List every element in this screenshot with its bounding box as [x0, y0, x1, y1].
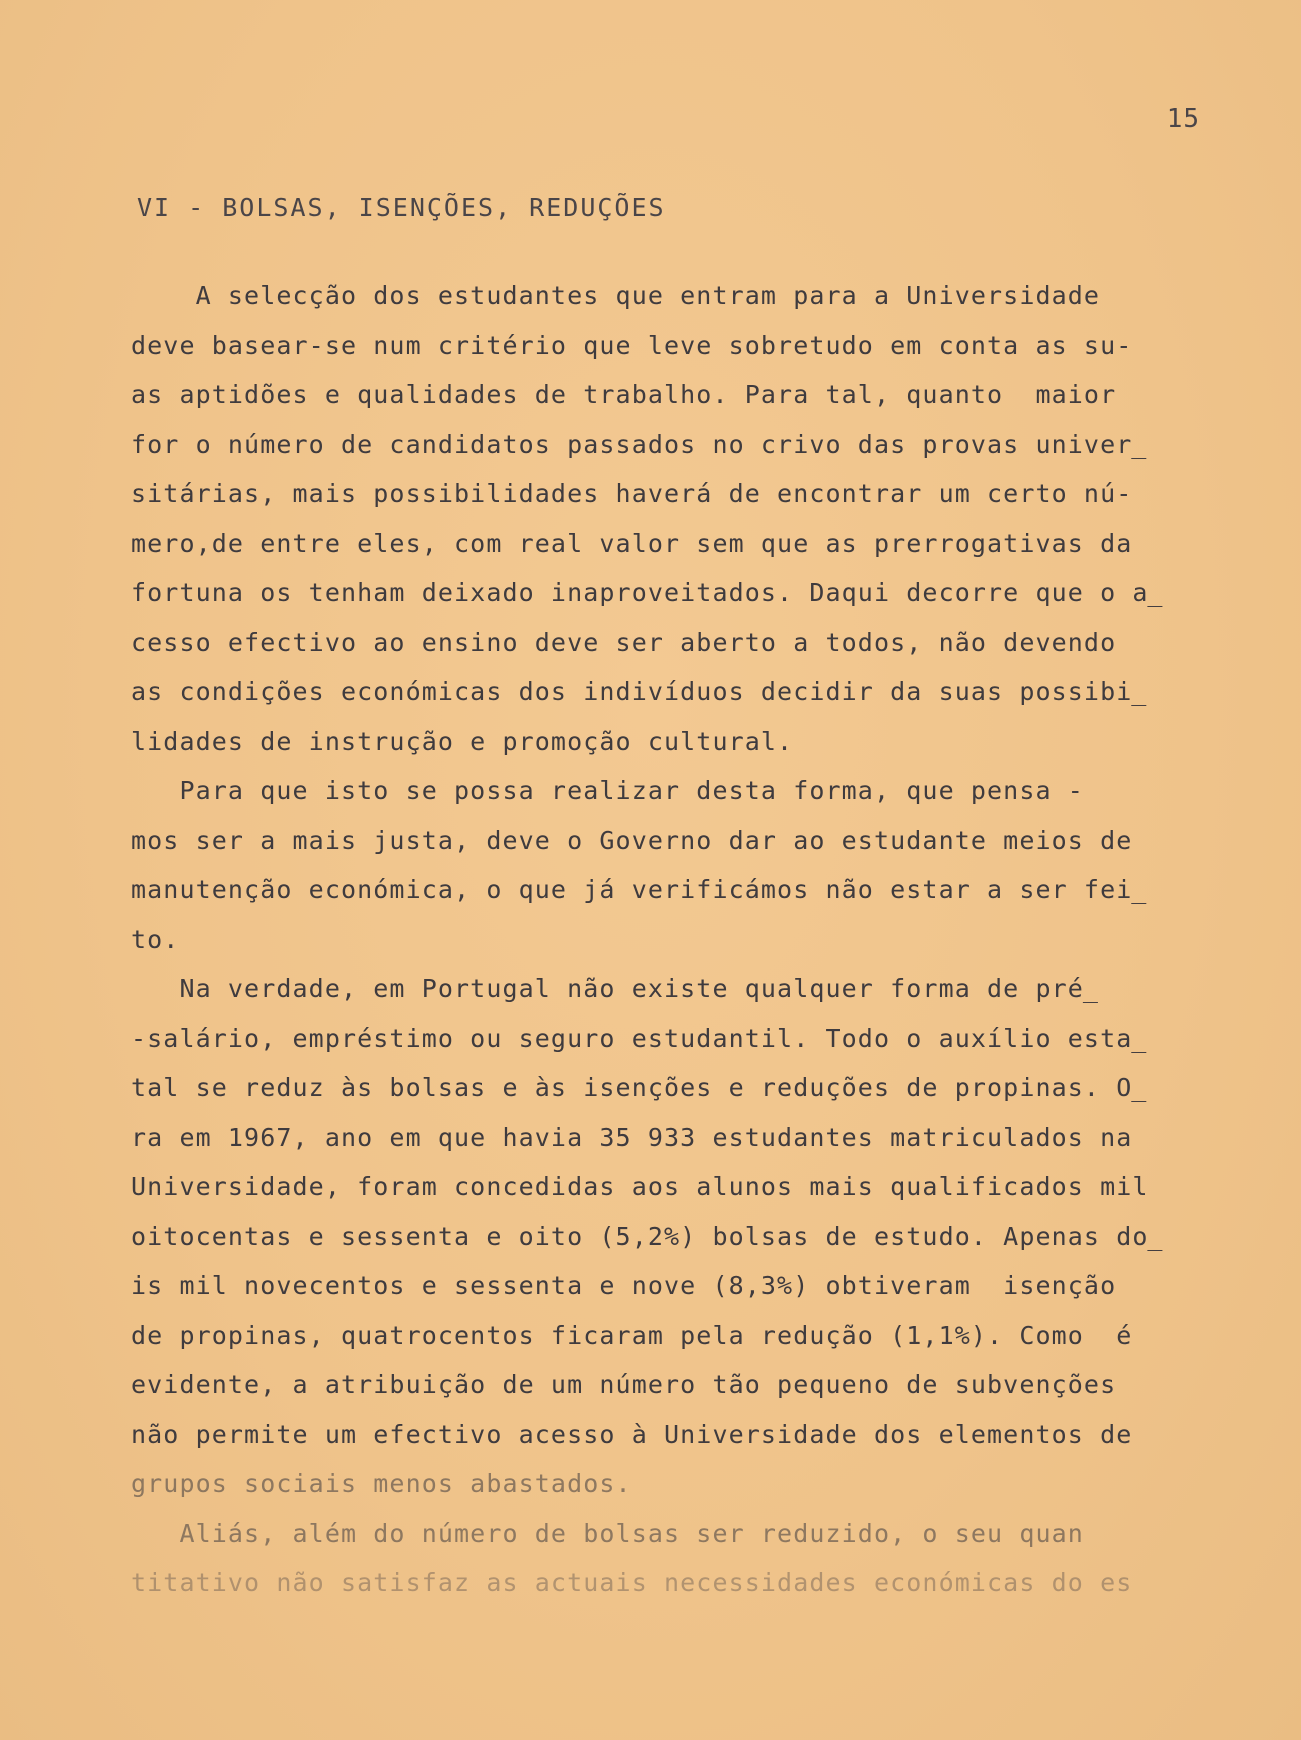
text-line: não permite um efectivo acesso à Universidade dos elementos de [131, 1419, 1133, 1449]
body-text [131, 276, 1191, 1613]
text-line: to. [131, 924, 180, 954]
text-line: cesso efectivo ao ensino deve ser aberto a todos, não devendo [131, 627, 1117, 657]
text-line: fortuna os tenham deixado inaproveitados. Daqui decorre que o a̲ [131, 578, 1164, 607]
text-line: grupos sociais menos abastados. [131, 1469, 632, 1498]
text-line: deve basear-se num critério que leve sobretudo em conta as su- [131, 330, 1133, 360]
text-line: mero,de entre eles, com real valor sem que as prerrogativas da [131, 528, 1133, 558]
text-line: mos ser a mais justa, deve o Governo dar ao estudante meios de [131, 825, 1133, 855]
text-line: tal se reduz às bolsas e às isenções e reduções de propinas. O̲ [131, 1073, 1148, 1102]
text-line: Aliás, além do número de bolsas ser reduzido, o seu quan [131, 1518, 1084, 1548]
text-line: titativo não satisfaz as actuais necessidades económicas do es [131, 1568, 1133, 1597]
text-line: Universidade, foram concedidas aos alunos mais qualificados mil [131, 1172, 1149, 1201]
text-line: is mil novecentos e sessenta e nove (8,3%) obtiveram isenção [131, 1271, 1117, 1300]
text-line: ra em 1967, ano em que havia 35 933 estudantes matriculados na [131, 1122, 1133, 1152]
page-number: 15 [1166, 104, 1200, 134]
text-line: oitocentas e sessenta e oito (5,2%) bolsas de estudo. Apenas do̲ [131, 1221, 1164, 1251]
text-line: manutenção económica, o que já verificámos não estar a ser fei̲ [131, 875, 1148, 904]
text-line: A selecção dos estudantes que entram para a Universidade [131, 281, 1101, 310]
text-line: de propinas, quatrocentos ficaram pela redução (1,1%). Como é [131, 1320, 1133, 1350]
text-line: Na verdade, em Portugal não existe qualquer forma de pré̲ [131, 974, 1099, 1003]
text-line: as condições económicas dos indivíduos decidir da suas possibi̲ [131, 677, 1148, 706]
text-line: Para que isto se possa realizar desta forma, que pensa - [131, 776, 1084, 805]
text-line: evidente, a atribuição de um número tão pequeno de subvenções [131, 1370, 1117, 1399]
text-line: for o número de candidatos passados no crivo das provas univer̲ [131, 429, 1148, 459]
text-line: as aptidões e qualidades de trabalho. Para tal, quanto maior [131, 380, 1117, 409]
text-line: sitárias, mais possibilidades haverá de encontrar um certo nú- [131, 479, 1133, 508]
text-line: -salário, empréstimo ou seguro estudantil. Todo o auxílio esta̲ [131, 1023, 1148, 1053]
text-line: lidades de instrução e promoção cultural. [131, 726, 794, 756]
section-title: VI - BOLSAS, ISENÇÕES, REDUÇÕES [137, 193, 666, 222]
